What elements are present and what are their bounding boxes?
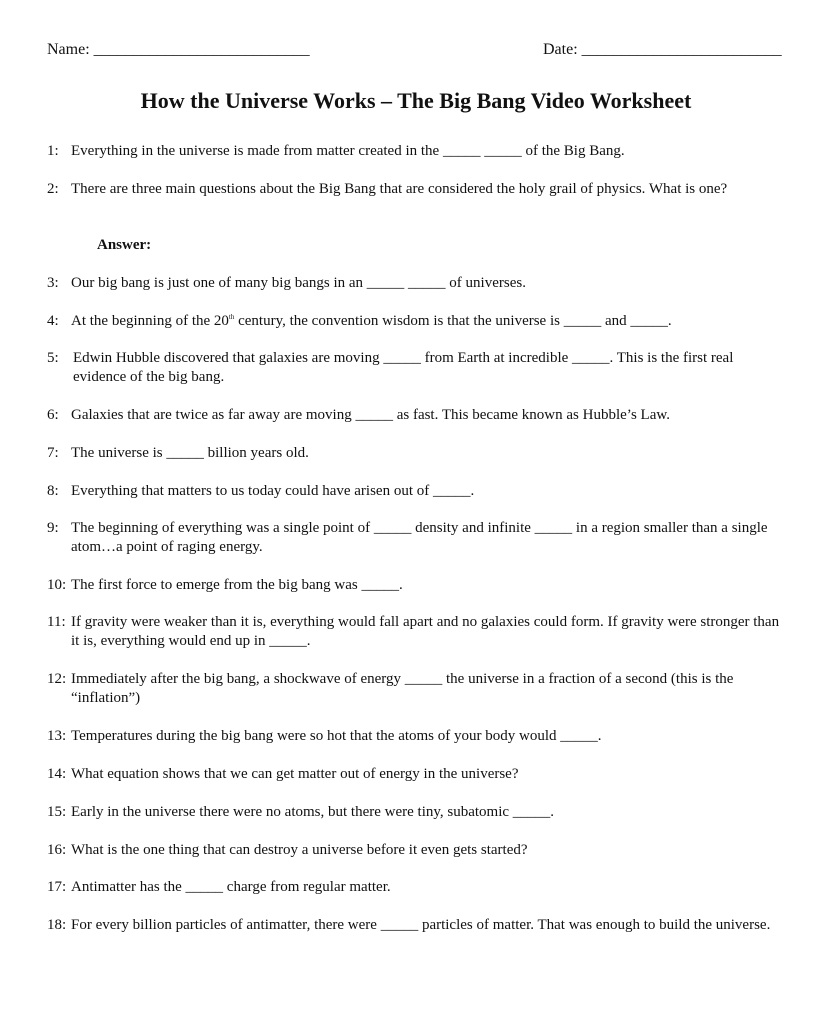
question-text: Temperatures during the big bang were so hot that the atoms of your body would _____.	[71, 728, 602, 744]
question-text: The first force to emerge from the big bang was _____.	[71, 577, 403, 593]
answer-label: Answer:	[97, 237, 152, 253]
question-1	[47, 142, 787, 161]
question-text: Everything in the universe is made from matter created in the _____ _____ of the Big Bang.	[71, 143, 625, 159]
question-text: What is the one thing that can destroy a universe before it even gets started?	[71, 842, 528, 858]
question-12	[47, 670, 787, 708]
question-5	[47, 349, 787, 387]
question-number: 9:	[47, 520, 59, 536]
question-6	[47, 406, 787, 425]
question-text: If gravity were weaker than it is, everything would fall apart and no galaxies could form. If gravity were stronger than it is, everything would end up in _____.	[71, 614, 780, 649]
question-7	[47, 444, 787, 463]
question-number: 5:	[47, 350, 59, 366]
question-text: The universe is _____ billion years old.	[71, 445, 309, 461]
question-14	[47, 765, 787, 784]
question-number: 6:	[47, 407, 59, 423]
ordinal-suffix: th	[228, 313, 235, 321]
question-text: Our big bang is just one of many big bangs in an _____ _____ of universes.	[71, 275, 526, 291]
question-15	[47, 803, 787, 822]
question-number: 17:	[47, 879, 67, 895]
question-number: 11:	[47, 614, 66, 630]
question-number: 10:	[47, 577, 67, 593]
date-field[interactable]: Date: _________________________	[543, 41, 782, 58]
question-9	[47, 519, 787, 557]
question-8	[47, 482, 787, 501]
question-text: For every billion particles of antimatter, there were _____ particles of matter. That was enough to build the universe.	[71, 917, 771, 933]
question-number: 14:	[47, 766, 67, 782]
question-2	[47, 180, 787, 199]
question-11	[47, 613, 787, 651]
question-number: 2:	[47, 181, 59, 197]
question-number: 4:	[47, 313, 59, 329]
question-text: What equation shows that we can get matter out of energy in the universe?	[71, 766, 519, 782]
question-16	[47, 841, 787, 860]
question-number: 15:	[47, 804, 67, 820]
question-text	[71, 312, 787, 331]
name-field[interactable]: Name: ___________________________	[47, 41, 310, 58]
question-3	[47, 274, 787, 293]
question-number: 8:	[47, 483, 59, 499]
question-number: 13:	[47, 728, 67, 744]
question-text: The beginning of everything was a single point of _____ density and infinite _____ in a region smaller than a single atom…a point of raging energy.	[71, 520, 768, 555]
question-18	[47, 916, 787, 935]
question-text: Antimatter has the _____ charge from regular matter.	[71, 879, 391, 895]
question-number: 3:	[47, 275, 59, 291]
question-number: 18:	[47, 917, 67, 933]
question-number: 12:	[47, 671, 67, 687]
question-text: There are three main questions about the Big Bang that are considered the holy grail of physics. What is one?	[71, 181, 728, 197]
question-number: 1:	[47, 143, 59, 159]
question-17	[47, 878, 787, 897]
question-text: Immediately after the big bang, a shockwave of energy _____ the universe in a fraction of a second (this is the “inflation”)	[71, 671, 734, 706]
question-number: 7:	[47, 445, 59, 461]
question-text: Edwin Hubble discovered that galaxies are moving _____ from Earth at incredible _____. This is the first real evidence of the big bang.	[73, 350, 734, 385]
question-text: Galaxies that are twice as far away are moving _____ as fast. This became known as Hubble’s Law.	[71, 407, 670, 423]
question-text: Early in the universe there were no atoms, but there were tiny, subatomic _____.	[71, 804, 555, 820]
question-number: 16:	[47, 842, 67, 858]
question-13	[47, 727, 787, 746]
question-4	[47, 312, 787, 331]
question-10	[47, 576, 787, 595]
question-text-part: century, the convention wisdom is that the universe is _____ and _____.	[234, 313, 672, 329]
question-text: Everything that matters to us today could have arisen out of _____.	[71, 483, 475, 499]
question-text-part: At the beginning of the 20	[71, 313, 229, 329]
worksheet-title: How the Universe Works – The Big Bang Video Worksheet	[140, 88, 692, 113]
